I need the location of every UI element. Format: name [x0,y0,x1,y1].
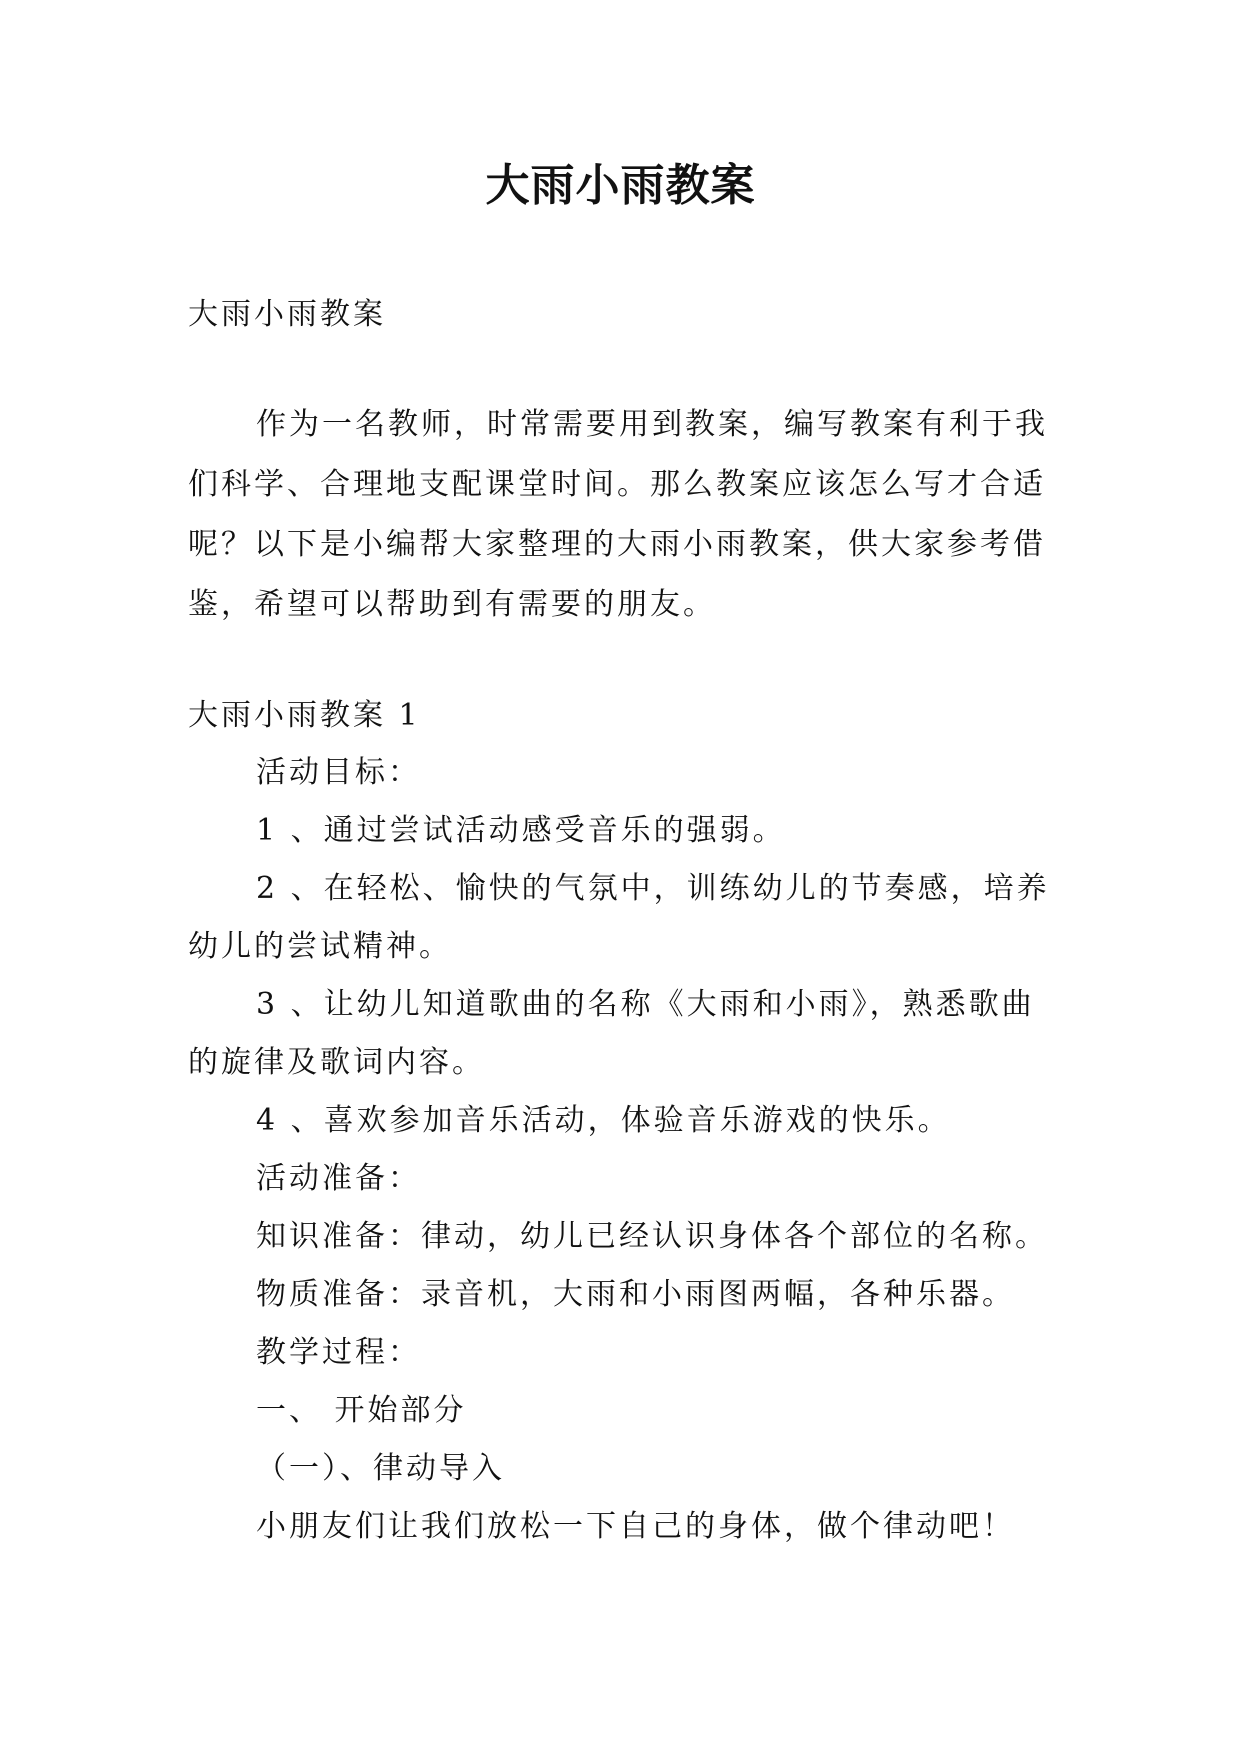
part-1-text: 小朋友们让我们放松一下自己的身体，做个律动吧！ [256,1509,1015,1544]
intro-line-2: 们科学、合理地支配课堂时间。那么教案应该怎么写才合适 [188,467,1046,502]
prep-heading: 活动准备： [256,1161,421,1196]
goal-3-line-1: 3 、让幼儿知道歌曲的名称《大雨和小雨》，熟悉歌曲 [256,987,1035,1022]
part-1-heading: 一、 开始部分 [256,1393,467,1428]
intro-line-1: 作为一名教师，时常需要用到教案，编写教案有利于我 [256,407,1048,442]
goal-1: 1 、通过尝试活动感受音乐的强弱。 [256,813,786,848]
goal-2-line-2: 幼儿的尝试精神。 [188,929,452,964]
goal-2-line-1: 2 、在轻松、愉快的气氛中，训练幼儿的节奏感，培养 [256,871,1050,906]
goal-3-line-2: 的旋律及歌词内容。 [188,1045,485,1080]
document-subtitle: 大雨小雨教案 [188,297,386,332]
document-title: 大雨小雨教案 [485,160,756,211]
intro-line-4: 鉴，希望可以帮助到有需要的朋友。 [188,587,716,622]
intro-line-3: 呢？以下是小编帮大家整理的大雨小雨教案，供大家参考借 [188,527,1046,562]
part-1-subheading: （一）、律动导入 [256,1451,505,1486]
prep-material: 物质准备：录音机，大雨和小雨图两幅，各种乐器。 [256,1277,1015,1312]
prep-knowledge: 知识准备：律动，幼儿已经认识身体各个部位的名称。 [256,1219,1048,1254]
section-title: 大雨小雨教案 1 [188,698,421,733]
goal-4: 4 、喜欢参加音乐活动，体验音乐游戏的快乐。 [256,1103,951,1138]
goals-heading: 活动目标： [256,755,421,790]
process-heading: 教学过程： [256,1335,421,1370]
